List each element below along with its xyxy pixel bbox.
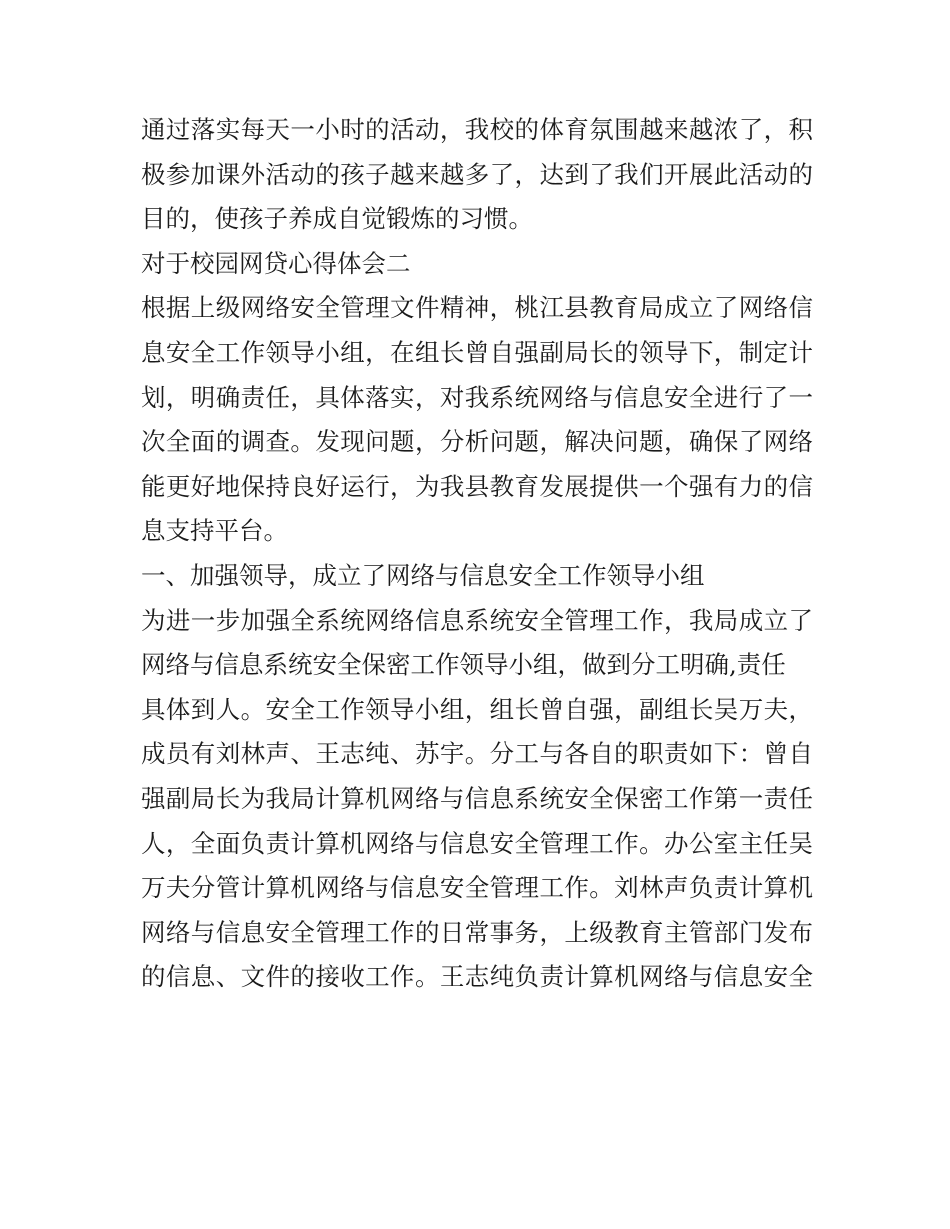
text-line: 的信息、文件的接收工作。王志纯负责计算机网络与信息安全 bbox=[141, 962, 813, 992]
text-line: 人，全面负责计算机网络与信息安全管理工作。办公室主任吴 bbox=[141, 828, 813, 858]
text-line: 根据上级网络安全管理文件精神，桃江县教育局成立了网络信 bbox=[141, 293, 813, 323]
text-line: 能更好地保持良好运行，为我县教育发展提供一个强有力的信 bbox=[141, 471, 813, 501]
text-line: 具体到人。安全工作领导小组，组长曾自强，副组长吴万夫， bbox=[141, 694, 813, 724]
section-heading: 对于校园网贷心得体会二 bbox=[141, 248, 411, 278]
text-line: 极参加课外活动的孩子越来越多了，达到了我们开展此活动的 bbox=[141, 159, 813, 189]
text-line: 网络与信息安全管理工作的日常事务，上级教育主管部门发布 bbox=[141, 917, 813, 947]
text-line: 目的，使孩子养成自觉锻炼的习惯。 bbox=[141, 204, 533, 234]
text-line: 成员有刘林声、王志纯、苏宇。分工与各自的职责如下：曾自 bbox=[141, 739, 813, 769]
text-line: 息安全工作领导小组，在组长曾自强副局长的领导下，制定计 bbox=[141, 337, 813, 367]
text-line: 万夫分管计算机网络与信息安全管理工作。刘林声负责计算机 bbox=[141, 873, 813, 903]
text-line: 为进一步加强全系统网络信息系统安全管理工作，我局成立了 bbox=[141, 605, 813, 635]
text-line: 网络与信息系统安全保密工作领导小组，做到分工明确,责任 bbox=[141, 650, 786, 680]
text-line: 息支持平台。 bbox=[141, 516, 288, 546]
text-line: 划，明确责任，具体落实，对我系统网络与信息安全进行了一 bbox=[141, 382, 813, 412]
subsection-heading: 一、加强领导，成立了网络与信息安全工作领导小组 bbox=[141, 560, 705, 590]
text-line: 强副局长为我局计算机网络与信息系统安全保密工作第一责任 bbox=[141, 783, 813, 813]
text-line: 次全面的调查。发现问题，分析问题，解决问题，确保了网络 bbox=[141, 427, 813, 457]
text-line: 通过落实每天一小时的活动，我校的体育氛围越来越浓了，积 bbox=[141, 115, 813, 144]
document-body bbox=[141, 108, 813, 1000]
